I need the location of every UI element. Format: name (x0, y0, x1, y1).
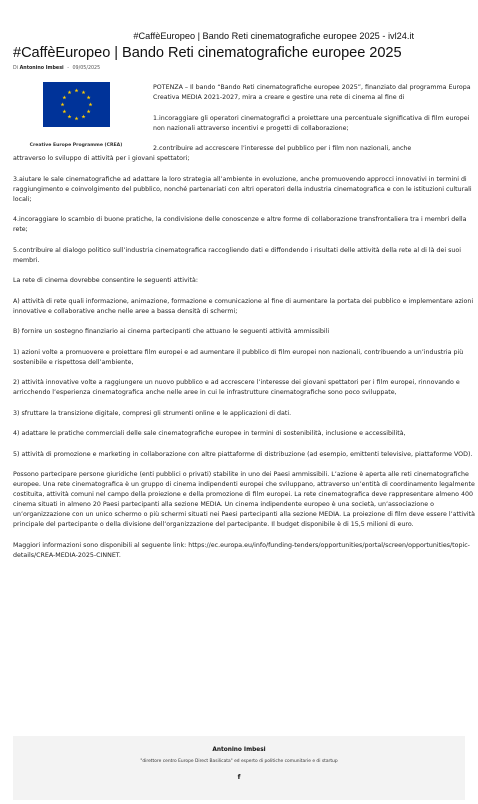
paragraph-more-info: Maggiori informazioni sono disponibili al seguente link: https://ec.europa.eu/info/funding-tenders/opportunities/portal/screen/opportunities/topic-details/CREA-MEDIA-2025-CINNET. (13, 541, 470, 559)
figure-caption: Creative Europe Programme (CREA) (29, 143, 123, 148)
paragraph-eligible-2: 2) attività innovative volte a raggiungere un nuovo pubblico e ad accrescere l’interesse dei giovani spettatori per i film europei, rinnovando e arricchendo l’esperienza cinematografica anche nelle aree in cui le infrastrutture cinematografiche sono poco sviluppate, (13, 379, 460, 396)
paragraph-objective-1: 1.incoraggiare gli operatori cinematografici a proiettare una percentuale significativa di film europei non nazionali attraverso incentivi e progetti di collaborazione; (153, 114, 470, 132)
paragraph-eligible-1: 1) azioni volte a promuovere e proiettare film europei e ad aumentare il pubblico di film europei non nazionali, contribuendo a un’industria più sostenibile e rispettosa dell’ambiente, (13, 348, 464, 366)
paragraph-intro: POTENZA – Il bando “Bando Reti cinematografiche europee 2025”, finanziato dal programma Europa Creativa MEDIA 2021-2027, mira a creare e gestire una rete di cinema al fine di (153, 84, 471, 101)
paragraph-eligible-3: 3) sfruttare la transizione digitale, compresi gli strumenti online e le applicazioni di dati. (13, 409, 292, 417)
paragraph-objective-5: 5.contribuire al dialogo politico sull’industria cinematografica raccogliendo dati e diffondendo i risultati delle attività della rete al di là dei suoi membri. (13, 246, 461, 264)
paragraph-participants: Possono partecipare persone giuridiche (enti pubblici o privati) stabilite in uno dei Paesi ammissibili. L’azione è aperta alle reti cinematografiche europee. Una rete cinematografica è un gruppo di cinema indipendenti europei che sviluppano, attraverso un’entità di coordinamento legalmente costituita, attività comuni nel campo della proiezione e della promozione di film europei. La rete cinematografica deve rappresentare almeno 400 cinema situati in almeno 20 Paesi partecipanti alla sezione MEDIA. Un cinema indipendente europeo è una società, un’associazione o un’organizzazione con un unico schermo o più schermi situati nei Paesi partecipanti alla sezione MEDIA. La proiezione di film deve essere l’attività principale del partecipante o della divisione dell’organizzazione del partecipante. Il budget disponibile è di 15,5 milioni di euro. (13, 471, 475, 528)
byline-prefix: Di (13, 66, 19, 71)
author-box (13, 736, 465, 800)
article-body (13, 83, 475, 561)
paragraph-eligible-4: 4) adattare le pratiche commerciali delle sale cinematografiche europee in termini di sostenibilità, inclusione e accessibilità, (13, 430, 406, 437)
paragraph-eligible-5: 5) attività di promozione e marketing in collaborazione con altre piattaforme di distribuzione (ad esempio, emittenti televisive, piattaforme VOD). (13, 450, 473, 458)
author-link[interactable]: Antonino Imbesi (19, 66, 64, 71)
byline-separator: - (67, 66, 69, 71)
author-box-name[interactable]: Antonino Imbesi (212, 747, 266, 753)
top-bar (0, 0, 478, 40)
byline (13, 66, 100, 71)
paragraph-activities-intro: La rete di cinema dovrebbe consentire le seguenti attività: (13, 277, 198, 284)
paragraph-objective-4: 4.incoraggiare lo scambio di buone pratiche, la condivisione delle conoscenze e altre forme di collaborazione transfrontaliera tra i membri della rete; (13, 216, 467, 233)
paragraph-activity-a: A) attività di rete quali informazione, animazione, formazione e comunicazione al fine di aumentare la portata dei pubblico e implementare azioni innovative e collaborative anche nelle aree a bassa densità di schermi; (13, 297, 474, 315)
paragraph-activity-b: B) fornire un sostegno finanziario ai cinema partecipanti che attuano le seguenti attività ammissibili (13, 328, 330, 335)
publish-date: 09/05/2025 (72, 66, 101, 71)
paragraph-objective-2-cont: attraverso lo sviluppo di attività per i giovani spettatori; (13, 155, 190, 162)
site-title: #CaffèEuropeo | Bando Reti cinematografiche europee 2025 - ivl24.it (133, 31, 414, 41)
paragraph-objective-3: 3.aiutare le sale cinematografiche ad adattare la loro strategia all’ambiente in evoluzione, anche promuovendo approcci innovativi in termini di raggiungimento e coinvolgimento del pubblico, nonché partenariati con altri operatori della industria cinematografica e con le istituzioni culturali locali; (13, 175, 472, 203)
paragraph-objective-2: 2.contribuire ad accrescere l’interesse del pubblico per i film non nazionali, anche (153, 145, 412, 152)
author-box-description: "direttore centro Europe Direct Basilicata" ed esperto di politiche comunitarie e di startup (140, 759, 338, 764)
facebook-icon[interactable]: f (237, 773, 241, 781)
article-headline: #CaffèEuropeo | Bando Reti cinematografiche europee 2025 (13, 45, 402, 61)
